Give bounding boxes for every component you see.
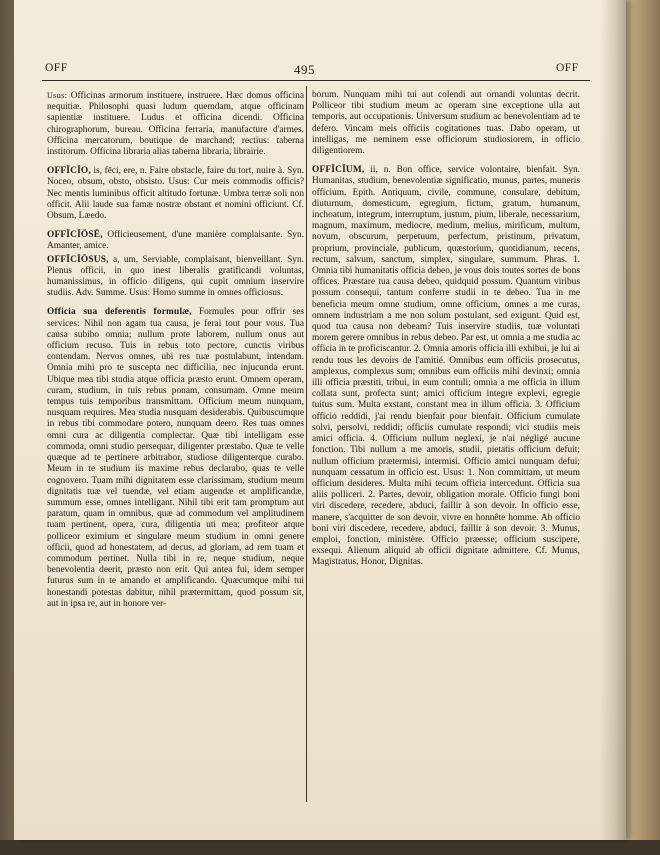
page-gutter-shadow: [600, 0, 626, 840]
usus-label: Usus:: [47, 91, 68, 100]
entry-text: ii, n. Bon office, service volontaire, bienfait. Syn. Humanitas, studium, benevolentiæ significatio, munus, partes, muneris officium. Epith. Antiquum, civile, commune, consulare, debitum, diuturnum, domesticum, egregium, fictum, gratum, humanum, inchoatum, integrum, interruptum, justum, pium, liberale, necessarium, magnum, maximum, mediocre, medium, melius, mirificum, multum, novum, obscurum, perpetuum, perfectum, pristinum, privatum, proprium, provinciale, publicum, quæstorium, quotidianum, recens, rectum, salvum, sanctum, simplex, singulare, summum. Phras. 1. Omnia tibi humanitatis officia debeo, je vous dois toutes sortes de bons offices. Præstare tua causa debeo, quidquid possum. Quantum viribus possum consequi, tantum conferre studii in te debeo. Tua in me beneficia meum omne studium, omne officium, omnes a me curas, omnem industriam a me non solum postulant, sed exigunt. Quid est, quod tua causa non debeam? Tuis inservire studiis, tuæ voluntati morem gerere omnibus in rebus debeo. Par est, ut omnia a me studia ac officia in te proficiscantur. 2. Omnia amoris officia illi exhibui, je lui ai rendu tous les devoirs de l'amitié. Omnibus eum officiis prosecutus, amplexus, complexus sum; omnibus eum officiis mihi devinxi; omnia illi officia præstiti, tribui, in eum contuli; omnia a me officia in illum collata sunt, profecta sunt; amici officium integre explevi, egregie tuitus sum. Multa exstant, constant mea in illum officia. 3. Officium officio reddidi, j'ai rendu bienfait pour bienfait. Officium cumulate solvi, persolvi, reddidi; officiis cumulate respondi; vici studiis meis amici officia. 4. Officium nullum neglexi, je n'ai négligé aucune fonction. Tibi nullum a me amoris, studii, pietatis officium defuit; nullum officium prætermisi, intermisi. Officio amici nunquam defui; nunquam cessatum in officio est. Usus: 1. Non committam, ut meum officium desideres. Multa mihi tecum officia intercedunt. Officia sua aliis polliceri. 2. Partes, devoir, obligation morale. Officio fungi boni viri discedere, recedere, abduci, faillir à son devoir. In officio esse, manere, s'acquitter de son devoir, vivre en honnête homme. Ab officio boni viri discedere, recedere, abduci, faillir à son devoir. 3. Munus, emploi, fonction, ministère. Officio præesse; officium suscipere, exsequi. Alienum aliquid ab officii dignitate admittere. Cf. Munus, Magistratus, Honor, Dignitas.: [312, 165, 580, 568]
entry-text: Officinas armorum instituere, instruere. Hæc domus officina nequitiæ. Philosophi quasi ludum quemdam, atque officinam sapientiæ instituere. Ludus et officina dicendi. Officina chirographorum, bureau. Officina ferraria, manufacture d'armes. Officina mercatorum, boutique de marchand; rectius: taberna institorum. Officina libraria alias taberna libraria, librairie.: [47, 91, 304, 158]
headword: OFFĬCĬŌSUS,: [47, 254, 109, 265]
header-rule: [42, 80, 590, 81]
running-head-left: OFF: [45, 62, 68, 74]
headword: OFFĬCĬUM,: [312, 165, 365, 176]
headword: OFFĬCĬŌSĒ,: [47, 230, 103, 241]
entry-continuation: [312, 90, 580, 157]
scan-bottom-edge: [0, 840, 660, 855]
right-column: [312, 90, 580, 571]
phrase-heading: Officia sua deferentis formulæ,: [47, 307, 192, 318]
entry-officia-formulae: [47, 307, 304, 609]
page-number: 495: [294, 62, 315, 77]
entry-officina-usus: [47, 90, 304, 158]
entry-text: a, um, Serviable, complaisant, bienveillant. Syn. Plenus officii, in quo inest liberalis gratificandi voluntas, humanissimus, in officio diligens, qui cupit omnium inservire studiis. Adv. Summe. Usus: Homo summe in omnes officiosus.: [47, 254, 304, 299]
headword: OFFĬCĬO,: [47, 166, 91, 177]
book-page-edges: [626, 0, 660, 855]
entry-officiose: [47, 230, 304, 252]
entry-text: Formules pour offrir ses services: Nihil non agam tua causa, je ferai tout pour vous. Tua causa subibo omnia; nullum prote laborem, nullum onus aut officium recuso. Tuis in rebus toto pectore, cunctis viribus contendam. Nervos omnes, ubi res tuæ postulabunt, intendam. Omnia mihi pro te suscepta nec difficilia, nec injucunda erunt. Ubique mea tibi studia atque officia præsto erunt. Omnem operam, curam, studium, in tuis rebus ponam, consumam. Omne meum tempus tuis temporibus transmittam. Officium meum nunquam, nusquam requires. Mea studia nusquam desiderabis. Quibuscumque in rebus tibi commodare potero, nunquam deero. Res tuas omnes omni cura ac diligentia complectar. Quæ tibi intelligam esse commoda, omni studio persequar, diligenter præstabo. Quæ te velle quæque ad te pertinere arbitrabor, studiose diligenterque curabo. Meum in te studium iis maxime rebus declarabo, quas te velle cognovero. Tuam mihi dignitatem esse clarissimam, studium meum dignitatis tuæ vel tuendæ, vel etiam augendæ et amplificandæ, summum esse, omnes intelligant. Nihil tibi erit tam promptum aut paratum, quam in omnibus, quæ ad commodum vel amplitudinem tuam pertinent, opera, cura, diligentia uti mea; profiteor atque polliceor eximium et singulare meum studium in omni genere officii, quod ad honestatem, ad decus, ad gloriam, ad rem tuam et commodum pertinet. Nulla tibi in re, neque studium, neque benevolentia deerit, præsto non erit. Qui antea fui, idem semper futurus sum in te amando et amplificando. Quæcumque mihi tui honestandi potestas dabitur, nihil prætermittam, quod possum sit, aut in ipsa re, aut in honore ver-: [47, 307, 304, 609]
entry-text: is, fēci, ere, n. Faire obstacle, faire du tort, nuire à. Syn. Noceo, obsum, obsto, obsisto. Usus: Cur meis commodis officis? Nec mentis luminibus officit altitudo fortunæ. Umbra terræ soli non officit. Alii laude sua famæ nostræ obstant et nomini officiunt. Cf. Obsum, Læedo.: [47, 166, 304, 222]
column-divider: [306, 86, 307, 802]
entry-text: Officieusement, d'une manière complaisante. Syn. Amanter, amice.: [47, 230, 304, 252]
left-column: [47, 90, 304, 612]
entry-text: borum. Nunquam mihi tui aut colendi aut ornandi voluntas decrit. Polliceor tibi studium meum ac operam sine exceptione ulla aut temporis, aut occupationis. Universum studium ac benevolentiam ad te defero. Vincam meis officiis cogitationes tuas. Dabo operam, ut intelligas, me neminem esse officiorum studiosiorem, in officio diligentiorem.: [312, 90, 580, 157]
entry-officium: [312, 165, 580, 568]
entry-officio: [47, 166, 304, 222]
entry-officiosus: [47, 255, 304, 300]
running-head-right: OFF: [556, 62, 579, 74]
